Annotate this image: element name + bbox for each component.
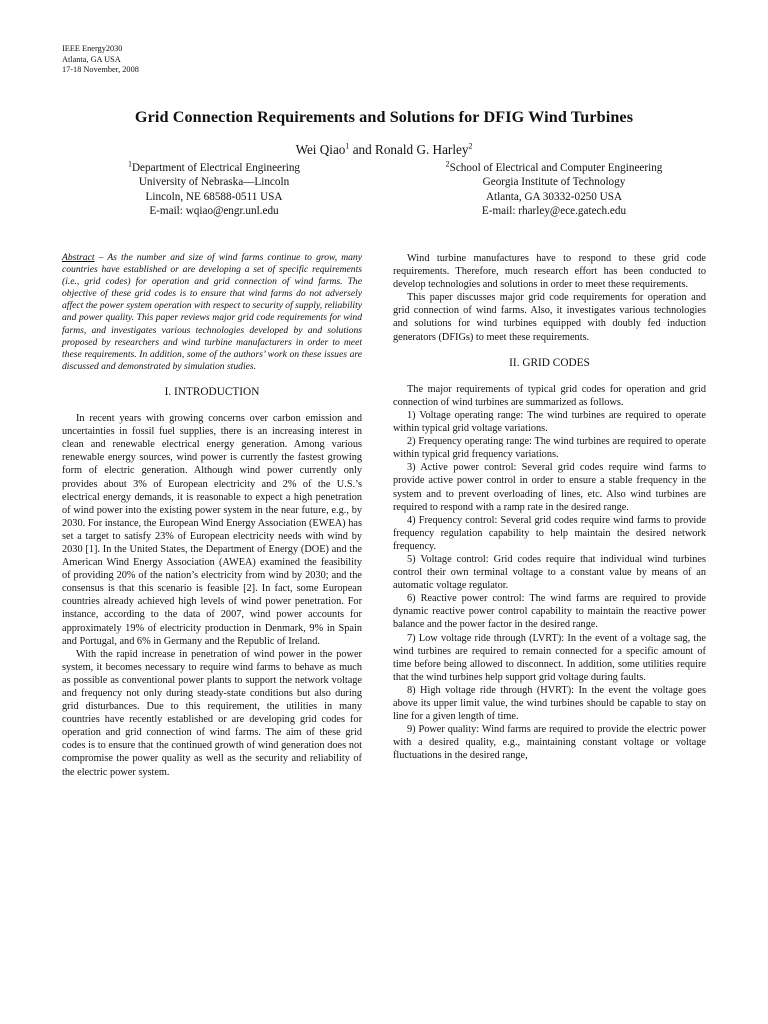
- affiliation-2: [424, 161, 684, 219]
- list-item: 7) Low voltage ride through (LVRT): In the event of a voltage sag, the wind turbines are required to remain connected for a specific amount of time before being allowed to disconnect. In addition, some utilities require that the wind turbines help support grid voltage during faults.: [393, 632, 706, 683]
- abstract-label: Abstract: [62, 252, 95, 263]
- paper-title: Grid Connection Requirements and Solutions for DFIG Wind Turbines: [134, 108, 634, 126]
- body-paragraph: In recent years with growing concerns over carbon emission and uncertainties in fossil fuel supplies, there is an increasing interest in clean and renewable electrical energy generation. Among various renewable energy sources, wind power is currently the fastest growing form of electric generation. Although wind power currently only provides about 3% of European electricity and 2% of the U.S.’s electrical energy demands, it is reasonable to expect a high penetration of wind power into the existing power system in the near future, e.g., by 2030. For instance, the European Wind Energy Association (EWEA) has set a target to satisfy 23% of European electricity needs with wind by 2030 [1]. In the United States, the Department of Energy (DOE) and the American Wind Energy Association (AWEA) examined the feasibility of providing 20% of the nation’s electricity from wind by 2030; and the consensus is that this scenario is feasible [2]. In fact, some European countries already achieved high levels of wind power penetration. For instance, according to the data of 2007, wind power accounts for approximately 19% of electricity production in Denmark, 9% in Spain and Portugal, and 6% in Germany and the Republic of Ireland.: [62, 413, 362, 647]
- author-conjunction: and: [349, 142, 376, 157]
- author-affiliation-mark: 1: [345, 141, 350, 151]
- abstract: [62, 252, 362, 373]
- section-heading-introduction: I. INTRODUCTION: [164, 385, 260, 398]
- right-column: [393, 252, 706, 762]
- list-item: 1) Voltage operating range: The wind turbines are required to operate within typical grid voltage variations.: [393, 409, 706, 435]
- conference-location: Atlanta, GA USA: [62, 54, 121, 64]
- conference-info: [62, 44, 139, 76]
- conference-name: IEEE Energy2030: [62, 44, 123, 53]
- left-column: [62, 252, 362, 779]
- affiliation-institution: Georgia Institute of Technology: [482, 176, 626, 189]
- affiliation-mark: 1: [127, 159, 132, 169]
- conference-date: 17-18 November, 2008: [62, 65, 139, 75]
- list-item: 6) Reactive power control: The wind farms are required to provide dynamic reactive power control capability to maintain the reactive power balance and the power factor in the desired range.: [393, 593, 706, 631]
- affiliation-mark: 2: [445, 159, 450, 169]
- list-item: 4) Frequency control: Several grid codes require wind farms to provide frequency regulation capability to help maintain the desired network frequency.: [393, 514, 706, 552]
- body-paragraph: With the rapid increase in penetration of wind power in the power system, it becomes necessary to require wind farms to behave as much as possible as conventional power plants to support the network voltage and frequency not only during steady-state conditions but also during grid disturbances. Due to this requirement, the utilities in many countries have recently established or are developing grid codes for operation and grid connection of wind farms. The aim of these grid codes is to ensure that the continued growth of wind generation does not compromise the power quality as well as the security and reliability of the electric power system.: [62, 648, 362, 778]
- affiliation-department: Department of Electrical Engineering: [131, 162, 301, 174]
- affiliation-1: [94, 161, 334, 219]
- section-heading-grid-codes: II. GRID CODES: [509, 356, 590, 369]
- affiliation-address: Lincoln, NE 68588-0511 USA: [145, 190, 283, 203]
- author-affiliation-mark: 2: [468, 141, 473, 151]
- list-item: 5) Voltage control: Grid codes require that individual wind turbines control their own terminal voltage to a constant value by means of an automatic voltage regulator.: [393, 553, 706, 592]
- author-line: [0, 142, 768, 158]
- body-paragraph: The major requirements of typical grid codes for operation and grid connection of wind turbines are summarized as follows.: [393, 383, 706, 408]
- affiliation-email: E-mail: wqiao@engr.unl.edu: [149, 205, 279, 218]
- body-paragraph: This paper discusses major grid code requirements for operation and grid connection of wind farms. Also, it investigates various technologies and solutions for wind turbines equipped with doubly fed induction generators (DFIGs) to meet these requirements.: [393, 292, 706, 343]
- body-paragraph: Wind turbine manufactures have to respond to these grid code requirements. Therefore, much research effort has been conducted to develop technologies and solutions in order to meet these requirements.: [393, 253, 706, 291]
- affiliation-institution: University of Nebraska—Lincoln: [138, 176, 290, 189]
- list-item: 2) Frequency operating range: The wind turbines are required to operate within typical grid frequency variations.: [393, 436, 706, 461]
- affiliation-department: School of Electrical and Computer Engineering: [449, 162, 663, 174]
- author-name: Ronald G. Harley: [375, 142, 469, 157]
- affiliation-address: Atlanta, GA 30332-0250 USA: [485, 190, 623, 203]
- list-item: 3) Active power control: Several grid codes require wind farms to provide active power control in order to ensure a stable frequency in the system and to prevent overloading of lines, etc. Also wind turbines are required to respond with a ramp rate in the desired range.: [393, 462, 706, 513]
- abstract-text: – As the number and size of wind farms continue to grow, many countries have established or are developing a set of specific requirements (i.e., grid codes) for operation and grid connection of wind farms. The objective of these grid codes is to ensure that wind farms do not adversely affect the power system operation with respect to security of supply, reliability and power quality. This paper reviews major grid code requirements for wind farms, and investigates various technologies developed by and solutions proposed by researchers and wind turbine manufacturers in order to meet these requirements. In addition, some of the authors’ work on these issues are discussed and demonstrated by simulation studies.: [62, 252, 362, 372]
- author-name: Wei Qiao: [295, 142, 346, 157]
- list-item: 8) High voltage ride through (HVRT): In the event the voltage goes above its upper limit value, the wind turbines should be capable to stay on line for a given length of time.: [393, 684, 706, 723]
- list-item: 9) Power quality: Wind farms are required to provide the electric power with a desired quality, e.g., maintaining constant voltage or voltage fluctuations in the desired range,: [393, 724, 706, 762]
- affiliation-email: E-mail: rharley@ece.gatech.edu: [481, 205, 627, 218]
